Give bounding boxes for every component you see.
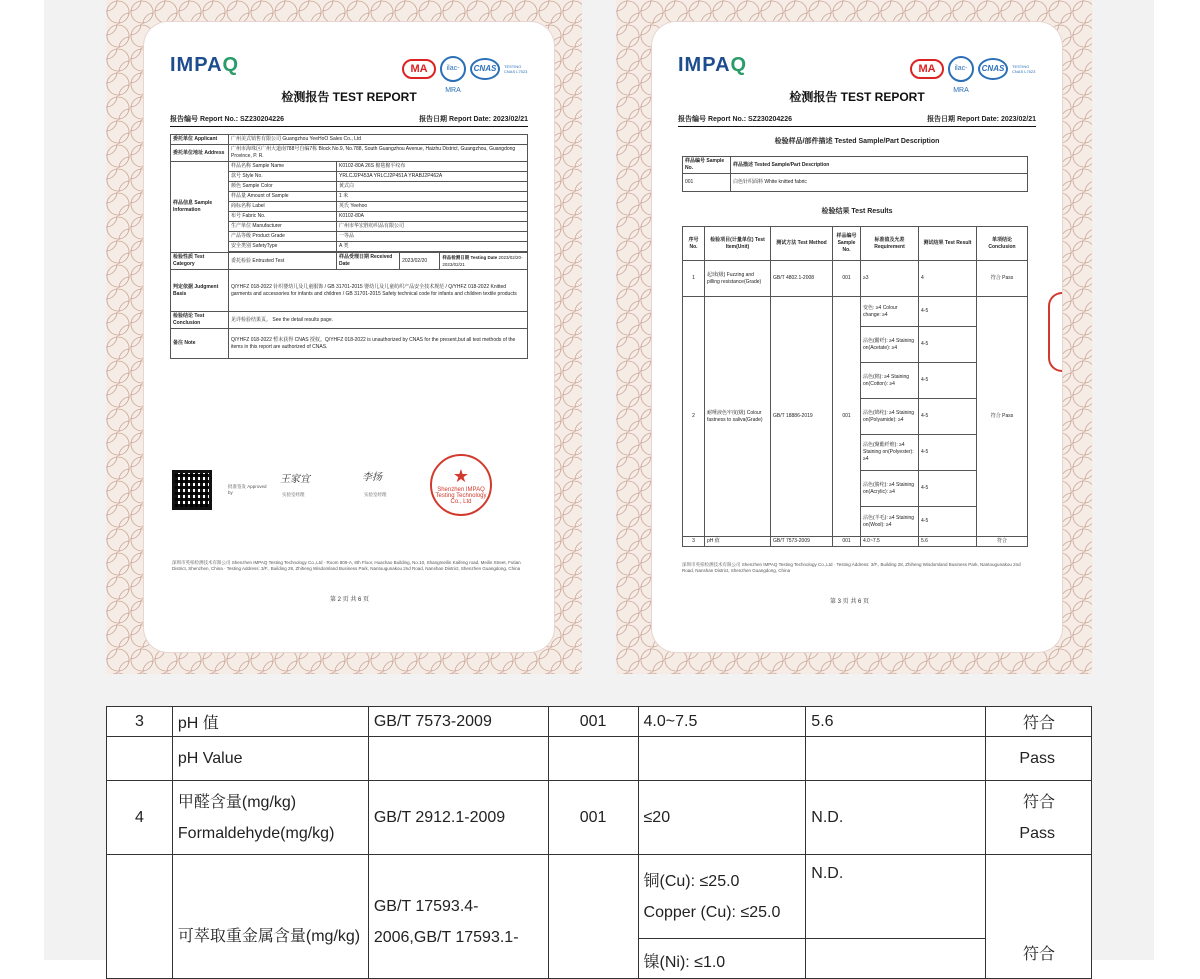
page-edge-seal [1048,292,1062,372]
test-item: 可萃取重金属含量(mg/kg) [172,855,368,979]
signature-2: 李扬 [362,472,382,483]
test-item: pH 值 [172,707,368,737]
conclusion: 符合 Pass [986,781,1092,855]
report-footer: 深圳市英柏检测技术有限公司 Shenzhen IMPAQ Testing Technology Co.,Ltd · Room 806-A, 8th Floor, Huachao Building, No.10, Shangmeilin Kaifeng road, Meilin Street, Futian District, Shenzhen, China · Testing Address: 3/F., Building 28, Zhiheng Wisdomland Business Park, Nantougunakou 2nd Road, Nanshan District, Shenzhen Guangdong, China [172,560,521,571]
table-row [107,781,1092,855]
report-date: 报告日期 Report Date: 2023/02/21 [927,116,1036,123]
cma-mark-icon: MA [910,59,944,79]
report-number: 报告编号 Report No.: SZ230204226 [678,116,792,123]
report-title: 检测报告 TEST REPORT [789,90,925,104]
conclusion-en: Pass [986,737,1092,781]
test-results-table: 序号 No. 检验项目(计量单位) Test Item(Unit) 测试方法 Test Method 样品编号 Sample No. 标准值及允差 Requirement 测试结果 Test Result 单项结论 Conclusion 1 起球(级) Fuzzing and pilling resistance(Grade) GB/T 4802.1-2008 001 ≥3 4 符合 Pass 2 耐唾液色牢度(级) Colour fastness to saliva(Grade) GB/T 18886-2019 001 变色: ≥4 Colour change: ≥4 4-5 符合 Pass 沾色(醋纤): ≥4 Staining on(Acetate): ≥4 4-5 沾色(棉): ≥4 Staining on(Cotton): ≥4 4-5 沾色(锦纶): ≥4 Staining on(Polyamide): ≥4 4-5 沾色(聚酯纤维): ≥4 Staining on(Polyester): ≥4 4-5 沾色(腈纶): ≥4 Staining on(Acrylic): ≥4 4-5 沾色(羊毛): ≥4 Staining on(Wool): ≥4 4-5 3 pH 值 GB/T 7573-2009 001 4.0~7.5 5.6 符合 [682,226,1028,547]
conclusion: 符合 [986,707,1092,737]
impaq-logo: IMPAQ [170,54,240,76]
requirement: 4.0~7.5 [638,707,806,737]
report-title: 检测报告 TEST REPORT [281,90,417,104]
results-table [106,706,1092,979]
row-number: 3 [107,707,173,737]
report-page-2-card [106,0,582,674]
signature-1: 王家宜 [280,474,310,485]
cnas-mark-subtext: TESTING CNAS L7523 [504,64,528,74]
qr-code [172,470,212,510]
cma-mark-icon: MA [402,59,436,79]
conclusion: 符合 [986,855,1092,979]
test-item-en: pH Value [172,737,368,781]
ilac-mark-icon: ilac-MRA [440,56,466,82]
signature-1-title: 实验室经理 [282,492,305,497]
report-footer: 深圳市英柏检测技术有限公司 Shenzhen IMPAQ Testing Technology Co.,Ltd · Testing Address: 3/F., Building 28, Zhiheng Wisdomland Business Park, Nantougunakou 2nd Road, Nanshan District, Shenzhen Guangdong, China [682,562,1021,573]
section-test-results: 检验结果 Test Results [821,208,893,215]
table-row [107,855,1092,939]
impaq-logo: IMPAQ [678,54,748,76]
test-result: N.D. [806,781,986,855]
ilac-mark-icon: ilac-MRA [948,56,974,82]
requirement: 镍(Ni): ≤1.0 [638,939,806,979]
company-seal: ★ Shenzhen IMPAQ Testing Technology Co., Ltd [430,454,492,516]
test-item: 甲醛含量(mg/kg) Formaldehyde(mg/kg) [172,781,368,855]
row-number: 4 [107,781,173,855]
sample-number: 001 [548,781,638,855]
report-sheet [144,22,554,652]
signature-2-title: 实验室经理 [364,492,387,497]
report-info-table: 委托单位 Applicant 广州美式销售有限公司 Guangzhou YeeHoO Sales Co., Ltd 委托单位地址 Address 广州市海珠区广州大道南788号自编7栋 Block No.9, No.788, South Guangzhou Avenue, Haizhu District, Guangzhou, Guangdong Province, P. R. 样品信息 Sample Information 样品名称 Sample Name K0102-80A 26S 棉毯棉平纹布 款号 Style No. YRLCJ2P453A YRLCJ2P451A YRABJ2P462A 颜色 Sample Color 黄式白 样品量 Amount of Sample 1 米 商标名称 Label 英氏 Yeehoo 布号 Fabric No. K0102-80A 生产单位 Manufacturer 广州市华宏胜纺织品有限公司 产品等级 Product Grade 一等品 安全类别 SafetyType A 类 检验性质 Test Category 委托检验 Entrusted Test 样品受理日期 Received Date 2023/02/20 样品检测日期 Testing Date 2023/02/20-2023/02/21 判定依据 Judgment Basis Q/YHFZ 018-2022 针织婴幼儿及儿童服饰 / GB 31701-2015 婴幼儿及儿童纺织产品安全技术规范 / Q/YHFZ 018-2022 Knitted garments and accessories for infants and children / GB 31701-2015 Safety technical code for infants and children textile products 检验结论 Test Conclusion 见详检验结果页。 See the detail results page. 备注 Note Q/YHFZ 018-2022 暂未获得 CNAS 授权。Q/YHFZ 018-2022 is unauthorized by CNAS for the present,but all test methods of the items in this report are authorized of CNAS. [170,134,528,359]
sample-description-table: 样品编号 Sample No. 样品描述 Tested Sample/Part Description 001 白色针织面料 White knitted fabric [682,156,1028,192]
test-result: 5.6 [806,707,986,737]
accreditation-marks [910,56,1036,94]
approved-label: 批准签发 Approved by [228,484,267,495]
report-meta [678,114,1036,127]
cnas-mark-icon: CNAS [470,58,500,80]
test-method: GB/T 7573-2009 [368,707,548,737]
report-page-3-card [616,0,1092,674]
table-row [107,737,1092,781]
page-number: 第 2 页 共 6 页 [330,597,370,603]
test-method: GB/T 17593.4- 2006,GB/T 17593.1- [368,855,548,979]
cnas-mark-icon: CNAS [978,58,1008,80]
requirement: 铜(Cu): ≤25.0 Copper (Cu): ≤25.0 [638,855,806,939]
report-sheet [652,22,1062,652]
requirement: ≤20 [638,781,806,855]
sample-number: 001 [548,707,638,737]
report-number: 报告编号 Report No.: SZ230204226 [170,116,284,123]
accreditation-marks [402,56,528,94]
report-date: 报告日期 Report Date: 2023/02/21 [419,116,528,123]
test-result: N.D. [806,855,986,939]
test-method: GB/T 2912.1-2009 [368,781,548,855]
cnas-mark-subtext: TESTING CNAS L7523 [1012,64,1036,74]
section-sample-description: 检验样品/部件描述 Tested Sample/Part Description [774,138,940,145]
page-number: 第 3 页 共 6 页 [830,599,870,605]
report-meta [170,114,528,127]
table-row [107,707,1092,737]
results-table-zoom [106,706,1092,971]
